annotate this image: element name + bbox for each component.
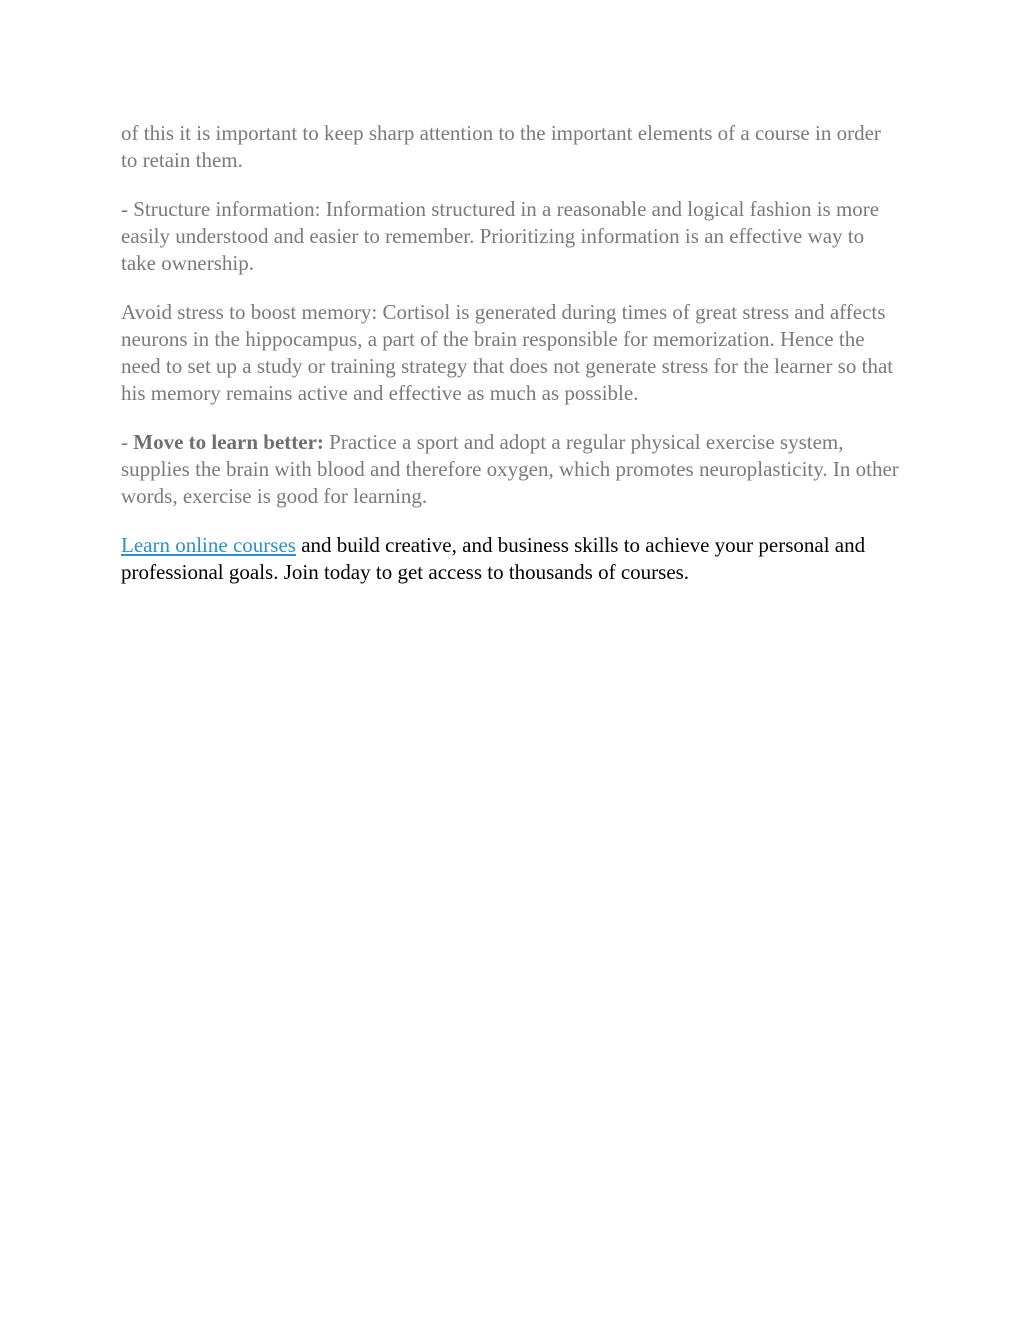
move-to-learn-text: Practice a sport and adopt a regular physical exercise system, supplies the brain with blood and therefore oxygen, which promotes neuroplasticity. In other words, exercise is good for learning. (121, 430, 899, 508)
promo-text: and build creative, and business skills to achieve your personal and professional goals. Join today to get access to thousands of courses. (121, 533, 866, 584)
paragraph-retain-attention: of this it is important to keep sharp attention to the important elements of a course in order to retain them. (121, 121, 881, 172)
promo-paragraph (121, 532, 901, 586)
move-to-learn-heading: Move to learn better: (133, 430, 324, 454)
paragraph-avoid-stress: Avoid stress to boost memory: Cortisol is generated during times of great stress and affects neurons in the hippocampus, a part of the brain responsible for memorization. Hence the need to set up a study or training strategy that does not generate stress for the learner so that his memory remains active and effective as much as possible. (121, 300, 894, 405)
learn-online-courses-link[interactable]: Learn online courses (121, 533, 296, 557)
paragraph-structure-information: - Structure information: Information structured in a reasonable and logical fashion is more easily understood and easier to remember. Prioritizing information is an effective way to take ownership. (121, 197, 880, 275)
document-body (121, 120, 901, 608)
paragraph-move-to-learn (121, 429, 901, 510)
bullet-dash: - (121, 430, 134, 454)
